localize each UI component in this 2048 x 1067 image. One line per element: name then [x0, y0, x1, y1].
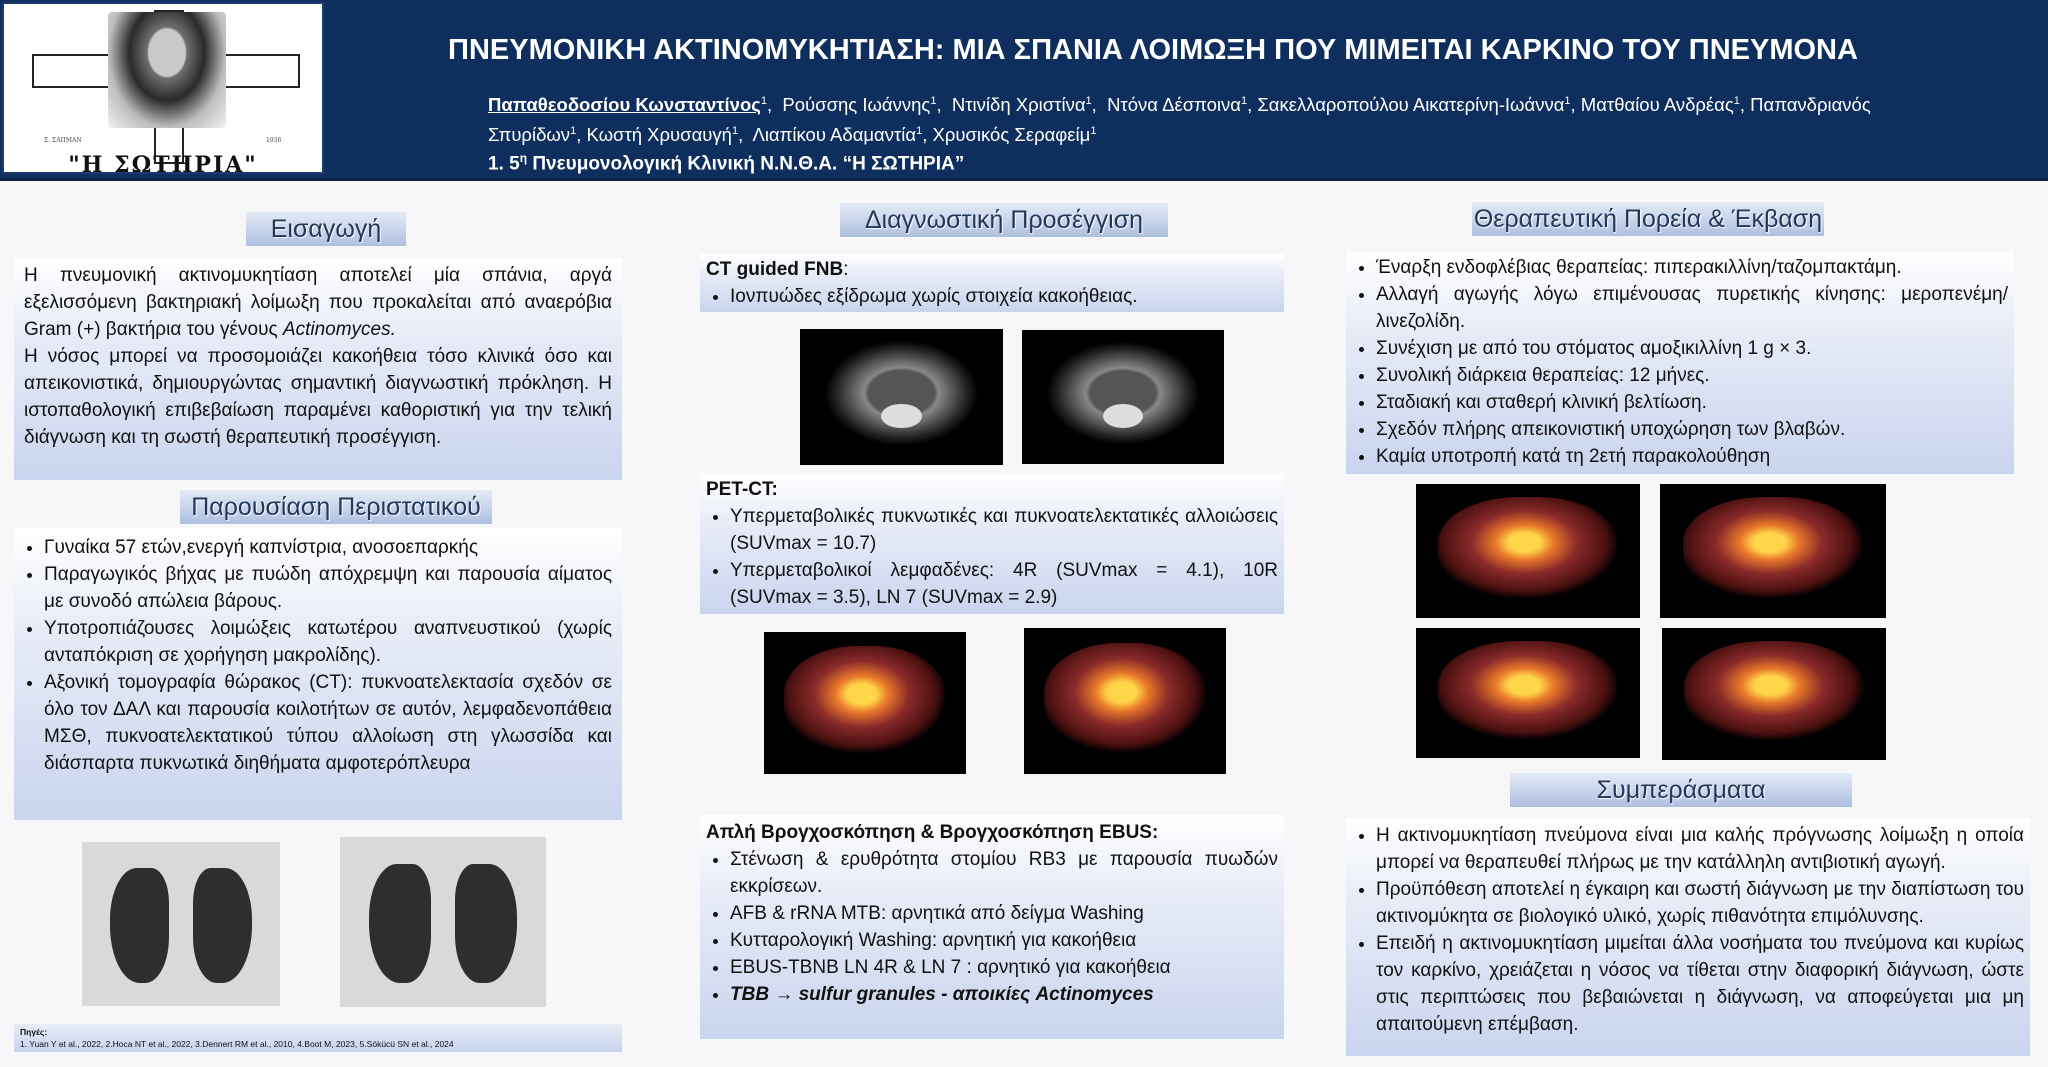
list-item: • Καμία υποτροπή κατά τη 2ετή παρακολούθηση — [1376, 443, 2008, 470]
logo-year: 1936 — [266, 137, 282, 144]
case-box — [14, 528, 622, 820]
conclusions-list — [1346, 822, 2024, 1038]
author: Ντόνα Δέσποινα — [1107, 94, 1241, 116]
ct-fnb-image-2 — [1022, 330, 1224, 464]
ct-lung-image-1 — [82, 842, 280, 1006]
conclusions-box — [1346, 818, 2030, 1056]
poster-header — [0, 0, 2048, 181]
pet-image-1 — [764, 632, 966, 774]
pet-followup-image-1 — [1416, 484, 1640, 618]
author: Ρούσσης Ιωάννης — [782, 94, 931, 116]
list-item: • Γυναίκα 57 ετών,ενεργή καπνίστρια, ανοσοεπαρκής — [44, 534, 612, 561]
list-item: • Υποτροπιάζουσες λοιμώξεις κατωτέρου αναπνευστικού (χωρίς ανταπόκριση σε χορήγηση μακρολίδης). — [44, 615, 612, 669]
intro-p1-italic: Actinomyces. — [282, 319, 396, 340]
affiliation — [488, 151, 964, 175]
references-text: 1. Yuan Y et al., 2022, 2.Hoca NT et al., 2022, 3.Dennert RM et al., 2010, 4.Boot M, 2023, 5.Sökücü SN et al., 2024 — [20, 1039, 454, 1049]
list-item: • EBUS-TBNB LN 4R & LN 7 : αρνητικό για κακοήθεια — [730, 954, 1278, 981]
bronchoscopy-box — [700, 815, 1284, 1039]
pet-followup-image-4 — [1662, 628, 1886, 760]
author: Παπανδριανός Σπυρίδων — [488, 94, 1871, 146]
logo-portrait-image — [108, 12, 226, 128]
therapy-box — [1346, 252, 2014, 474]
affiliation-text: Πνευμονολογική Κλινική Ν.Ν.Θ.Α. “Η ΣΩΤΗΡΙΑ” — [527, 153, 965, 175]
pet-image-2 — [1024, 628, 1226, 774]
fnb-header-text: CT guided FNB — [706, 259, 844, 280]
logo-name: Σ. ΣΑΠΜΑΝ — [44, 137, 82, 144]
list-item: • Υπερμεταβολικές πυκνωτικές και πυκνοατελεκτατικές αλλοιώσεις (SUVmax = 10.7) — [730, 503, 1278, 557]
intro-paragraph-2: Η νόσος μπορεί να προσομοιάζει κακοήθεια τόσο κλινικά όσο και απεικονιστικά, δημιουργώντας σημαντική διαγνωστική πρόκληση. Η ιστοπαθολογική επιβεβαίωση παραμένει καθοριστική για την τελική διάγνωση και τη σωστή θεραπευτική προσέγγιση. — [24, 346, 612, 448]
diagnostic-title: Διαγνωστική Προσέγγιση — [840, 203, 1168, 237]
fnb-header-colon: : — [843, 259, 849, 280]
affiliation-sup: η — [519, 151, 528, 165]
fnb-header — [706, 256, 1278, 283]
list-item: • Αξονική τομογραφία θώρακος (CT): πυκνοατελεκτασία σχεδόν σε όλο τον ΔΑΛ και παρουσία κοιλοτήτων σε αυτόν, λεμφαδενοπάθεια ΜΣΘ, πυκνοατελεκτατικού τύπου αλλοίωση στη γλωσσίδα και διάσπαρτα πυκνωτικά διηθήματα αμφοτερόπλευρα — [44, 669, 612, 777]
list-item: • Ιονπυώδες εξίδρωμα χωρίς στοιχεία κακοήθειας. — [730, 283, 1278, 310]
author: Σακελλαροπούλου Αικατερίνη-Ιωάννα — [1257, 94, 1565, 116]
list-item: • Έναρξη ενδοφλέβιας θεραπείας: πιπερακιλλίνη/ταζομπακτάμη. — [1376, 254, 2008, 281]
pet-followup-image-3 — [1416, 628, 1640, 758]
list-item: • Συνολική διάρκεια θεραπείας: 12 μήνες. — [1376, 362, 2008, 389]
therapy-list — [1346, 254, 2008, 470]
list-item: • Προϋπόθεση αποτελεί η έγκαιρη και σωστή διάγνωση με την διαπίστωση του ακτινομύκητα σε βιολογικό υλικό, χωρίς πιθανότητα επιμόλυνσης. — [1376, 876, 2024, 930]
intro-paragraph-1 — [24, 262, 612, 343]
bronchoscopy-list — [706, 846, 1278, 1008]
fnb-box — [700, 254, 1284, 312]
ct-lung-image-2 — [340, 837, 546, 1007]
author: Λιαπίκου Αδαμαντία — [752, 124, 917, 146]
list-item: • Σταδιακή και σταθερή κλινική βελτίωση. — [1376, 389, 2008, 416]
hospital-logo — [2, 2, 324, 174]
list-item: • Υπερμεταβολικοί λεμφαδένες: 4R (SUVmax = 4.1), 10R (SUVmax = 3.5), LN 7 (SUVmax = 2.9) — [730, 557, 1278, 611]
conclusions-title: Συμπεράσματα — [1510, 773, 1852, 807]
author: Κωστή Χρυσαυγή — [586, 124, 732, 146]
references-heading: Πηγές: — [20, 1027, 48, 1037]
poster-title: ΠΝΕΥΜΟΝΙΚΗ ΑΚΤΙΝΟΜΥΚΗΤΙΑΣΗ: ΜΙΑ ΣΠΑΝΙΑ ΛΟΙΜΩΞΗ ΠΟΥ ΜΙΜΕΙΤΑΙ ΚΑΡΚΙΝΟ ΤΟΥ ΠΝΕΥΜΟΝΑ — [448, 34, 1858, 66]
list-item: • Σχεδόν πλήρης απεικονιστική υποχώρηση των βλαβών. — [1376, 416, 2008, 443]
intro-box — [14, 258, 622, 480]
list-item: • Στένωση & ερυθρότητα στομίου RB3 με παρουσία πυωδών εκκρίσεων. — [730, 846, 1278, 900]
pet-followup-image-2 — [1660, 484, 1886, 618]
therapy-title: Θεραπευτική Πορεία & Έκβαση — [1472, 202, 1824, 236]
author: Χρυσικός Σεραφείμ — [932, 124, 1091, 146]
list-item: • Επειδή η ακτινομυκητίαση μιμείται άλλα νοσήματα του πνεύμονα και κυρίως τον καρκίνο, χρειάζεται η νόσος να τίθεται στην διαφορική διάγνωση, ώστε στις περιπτώσεις που βεβαιώνεται η διάγνωση, να αποφεύγεται μια μη απαιτούμενη επέμβαση. — [1376, 930, 2024, 1038]
list-item: • Παραγωγικός βήχας με πυώδη απόχρεμψη και παρουσία αίματος με συνοδό απώλεια βάρους. — [44, 561, 612, 615]
intro-p1-text: Η πνευμονική ακτινομυκητίαση αποτελεί μία σπάνια, αργά εξελισσόμενη βακτηριακή λοίμωξη που προκαλείται από αναερόβια Gram (+) βακτήρια του γένους — [24, 265, 612, 340]
case-title: Παρουσίαση Περιστατικού — [180, 490, 492, 524]
pet-header: PET-CT: — [706, 479, 778, 500]
pet-box — [700, 474, 1284, 614]
logo-text: "Η ΣΩΤΗΡΙΑ" — [68, 152, 258, 174]
list-item: • Αλλαγή αγωγής λόγω επιμένουσας πυρετικής κίνησης: μεροπενέμη/λινεζολίδη. — [1376, 281, 2008, 335]
fnb-list — [706, 283, 1278, 310]
case-list — [14, 534, 612, 777]
list-item-emphasis: • TBB → sulfur granules - αποικίες Actinomyces — [730, 981, 1278, 1008]
author: Ντινίδη Χριστίνα — [951, 94, 1086, 116]
references — [14, 1024, 622, 1052]
bronchoscopy-header: Απλή Βρογχοσκόπηση & Βρογχοσκόπηση EBUS: — [706, 822, 1159, 843]
first-author: Παπαθεοδοσίου Κωνσταντίνος — [488, 94, 761, 116]
authors-list: Παπαθεοδοσίου Κωνσταντίνος$^1$, Ρούσσης Ιωάννης$^1$, Ντινίδη Χριστίνα$^1$, Ντόνα Δέσποινα$^1$, Σακελλαροπούλου Αικατερίνη-Ιωάννα$^1$, Ματθαίου Ανδρέας$^1$, Παπανδριανός Σπυρίδων$^1$, Κωστή Χρυσαυγή$^1$, Λιαπίκου Αδαμαντία$^1$, Χρυσικός Σεραφείμ$^1$ — [488, 94, 1871, 146]
list-item: • AFB & rRNA MTB: αρνητικά από δείγμα Washing — [730, 900, 1278, 927]
intro-title: Εισαγωγή — [246, 212, 406, 246]
pet-list — [706, 503, 1278, 611]
author: Ματθαίου Ανδρέας — [1580, 94, 1734, 116]
list-item: • Συνέχιση με από του στόματος αμοξικιλλίνη 1 g × 3. — [1376, 335, 2008, 362]
list-item: • Κυτταρολογική Washing: αρνητική για κακοήθεια — [730, 927, 1278, 954]
ct-fnb-image-1 — [800, 329, 1003, 465]
list-item: • Η ακτινομυκητίαση πνεύμονα είναι μια καλής πρόγνωσης λοίμωξη η οποία μπορεί να θεραπευθεί πλήρως με την κατάλληλη αντιβιοτική αγωγή. — [1376, 822, 2024, 876]
affiliation-number: 1. 5 — [488, 153, 520, 175]
